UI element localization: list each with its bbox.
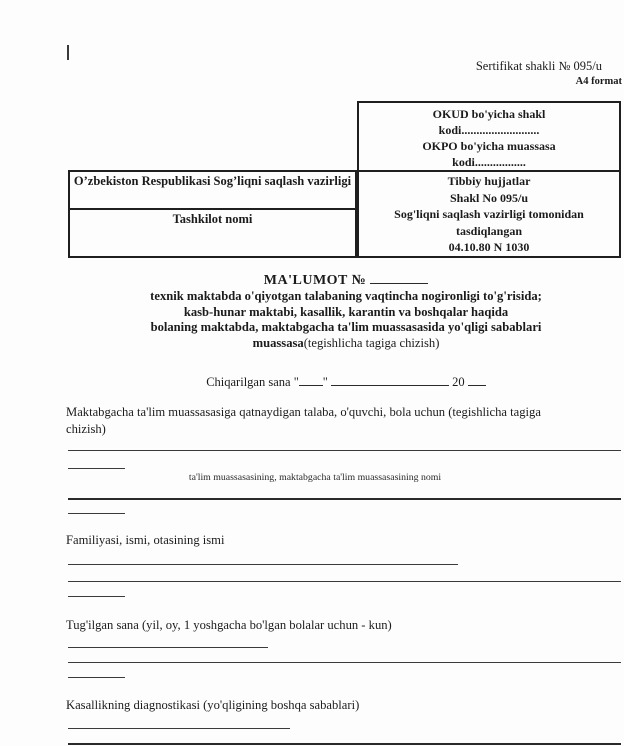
close-quote: "	[322, 375, 328, 389]
institution-name-note: ta'lim muassasasining, maktabgacha ta'lim muassasasining nomi	[188, 472, 442, 483]
title-line-3: bolaning maktabda, maktabgacha ta'lim muassasasida yo'qligi sabablari	[150, 320, 542, 334]
text-cursor-mark	[67, 45, 69, 60]
form-number-label: Shakl No 095/u	[449, 190, 529, 205]
issue-date-label: Chiqarilgan sana	[206, 375, 291, 389]
okpo-label: OKPO bo'yicha muassasa	[422, 139, 556, 153]
attends-institution-label: Maktabgacha ta'lim muassasasiga qatnaydigan talaba, o'quvchi, bola uchun (tegishlicha tagiga chizish)	[66, 405, 541, 436]
issue-year-blank	[468, 374, 486, 386]
ministry-cell: O’zbekiston Respublikasi Sog’liqni saqlash vazirligi	[70, 172, 355, 210]
document-title	[68, 272, 624, 289]
full-name-label: Familiyasi, ismi, otasining ismi	[66, 533, 225, 547]
doc-type-label: Tibbiy hujjatlar	[447, 174, 531, 188]
writing-line	[68, 662, 621, 663]
certificate-form-label: Sertifikat shakli № 095/u	[475, 59, 602, 73]
number-sign: №	[351, 273, 367, 288]
document-number-blank	[370, 272, 428, 284]
okud-code-dots: kodi..........................	[438, 123, 540, 137]
codes-cell	[359, 103, 619, 172]
writing-line-short	[68, 513, 125, 514]
approval-ref-label: 04.10.80 N 1030	[448, 240, 530, 254]
codes-approval-box	[357, 101, 621, 258]
writing-line	[68, 564, 458, 565]
organization-name-cell: Tashkilot nomi	[172, 212, 253, 226]
title-line-4-word: muassasa	[252, 335, 304, 350]
title-line-1: texnik maktabda o'qiyotgan talabaning vaqtincha nogironligi to'g'risida;	[150, 289, 542, 303]
issue-day-blank	[299, 374, 323, 386]
ministry-org-box	[68, 170, 357, 258]
issue-month-blank	[331, 374, 449, 386]
issue-year-prefix: 20	[452, 375, 465, 389]
writing-line	[68, 728, 290, 729]
approval-cell	[359, 172, 619, 256]
writing-line	[68, 581, 621, 582]
writing-line	[68, 450, 621, 451]
approved-by-label: Sog'liqni saqlash vazirligi tomonidan tasdiqlangan	[394, 207, 584, 238]
title-underline-note: (tegishlicha tagiga chizish)	[303, 335, 440, 350]
birth-date-label: Tug'ilgan sana (yil, oy, 1 yoshgacha bo'lgan bolalar uchun - kun)	[66, 618, 392, 632]
title-line-2: kasb-hunar maktabi, kasallik, karantin va boshqalar haqida	[183, 304, 509, 319]
writing-line	[68, 647, 268, 648]
writing-line	[68, 743, 621, 745]
writing-line-short	[68, 596, 125, 597]
okpo-code-dots: kodi.................	[452, 155, 526, 169]
writing-line	[68, 498, 621, 500]
okud-label: OKUD bo'yicha shakl	[432, 107, 546, 121]
title-word: MA'LUMOT	[263, 273, 348, 288]
diagnosis-label: Kasallikning diagnostikasi (yo'qligining boshqa sabablari)	[66, 698, 360, 712]
writing-line-short	[68, 677, 125, 678]
issue-date-line	[68, 374, 624, 390]
paper-format-label: A4 format	[575, 76, 622, 87]
writing-line-short	[68, 468, 125, 469]
title-line-4	[68, 336, 624, 352]
document-title-block	[68, 272, 624, 351]
open-quote: "	[293, 375, 299, 389]
